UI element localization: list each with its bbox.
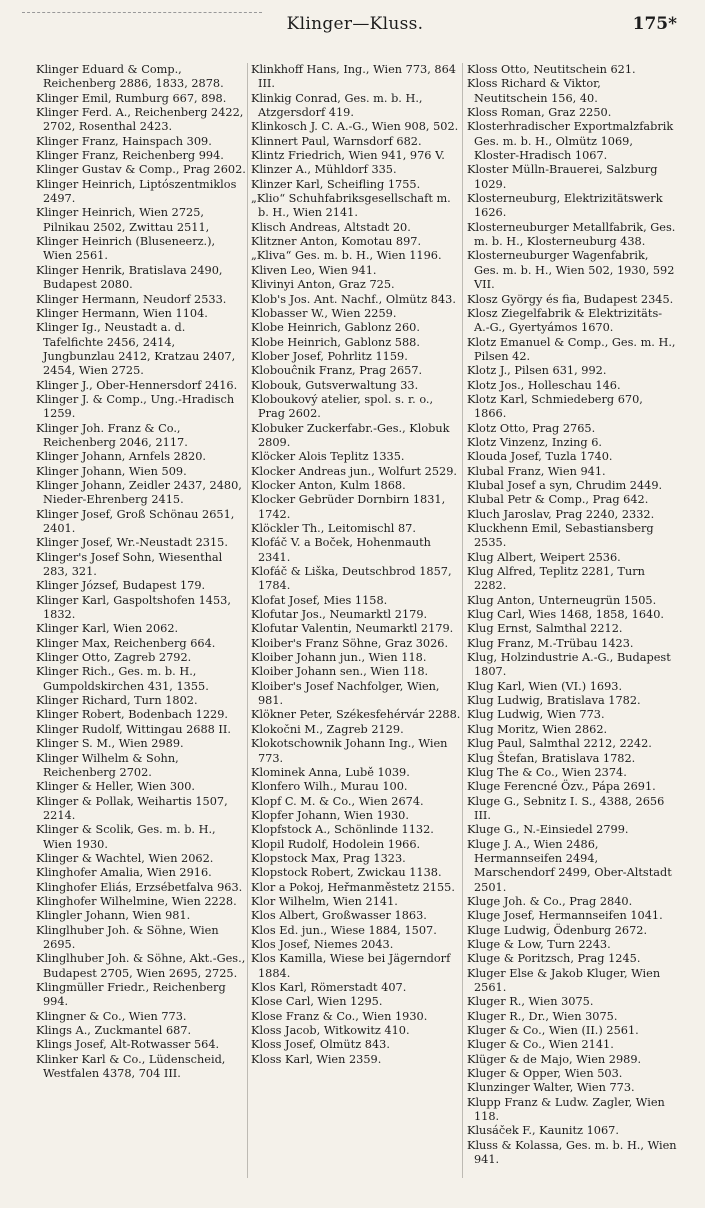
page-title: Klinger—Kluss. [286, 14, 424, 34]
directory-entry: Kloiber's Franz Söhne, Graz 3026. [251, 636, 449, 650]
directory-entry: Klinger J. & Comp., Ung.-Hradisch 1259. [36, 392, 235, 421]
directory-entry: Kloiber Johann sen., Wien 118. [251, 665, 429, 679]
directory-entry: Klocker Anton, Kulm 1868. [251, 478, 406, 492]
directory-entry: Klosterneuburger Metallfabrik, Ges. m. b. H., Klosterneuburg 438. [467, 220, 676, 249]
directory-entry: Klinger Emil, Rumburg 667, 898. [36, 91, 227, 105]
directory-entry: Klosz Ziegelfabrik & Elektrizitäts-A.-G., Gyertyámos 1670. [467, 306, 663, 335]
directory-entry: Klug Albert, Weipert 2536. [467, 550, 621, 564]
column-divider [462, 63, 463, 1178]
directory-entry: Klotz Jos., Holleschau 146. [467, 378, 621, 392]
directory-entry: Klitzner Anton, Komotau 897. [251, 235, 422, 249]
directory-entry: Klominek Anna, Lubě 1039. [251, 765, 410, 779]
directory-entry: Klofat Josef, Mies 1158. [251, 593, 388, 607]
directory-entry: Klinkig Conrad, Ges. m. b. H., Atzgersdorf 419. [251, 91, 423, 120]
directory-entry: Kluge Joh. & Co., Prag 2840. [467, 894, 633, 908]
directory-entry: Klings A., Zuckmantel 687. [36, 1024, 192, 1038]
directory-entry: Klinger Johann, Wien 509. [36, 464, 187, 478]
directory-entry: Klopfer Johann, Wien 1930. [251, 808, 409, 822]
directory-entry: Kluch Jaroslav, Prag 2240, 2332. [467, 507, 655, 521]
directory-entry: Klinger Max, Reichenberg 664. [36, 636, 216, 650]
directory-entry: Klinger Heinrich, Liptószentmiklos 2497. [36, 177, 237, 206]
directory-entry: Klinker Karl & Co., Lüdenscheid, Westfalen 4378, 704 III. [36, 1052, 226, 1081]
directory-entry: Klug Anton, Unterneugrün 1505. [467, 593, 657, 607]
directory-entry: Klopstock Max, Prag 1323. [251, 851, 406, 865]
directory-entry: Klonfero Wilh., Murau 100. [251, 780, 408, 794]
directory-entry: Klubal Petr & Comp., Prag 642. [467, 493, 649, 507]
directory-entry: Klug Ludwig, Bratislava 1782. [467, 694, 641, 708]
directory-entry: Klinger J., Ober-Hennersdorf 2416. [36, 378, 238, 392]
directory-entry: Klopf C. M. & Co., Wien 2674. [251, 794, 424, 808]
directory-entry: Klinger & Scolik, Ges. m. b. H., Wien 1930. [36, 823, 216, 851]
directory-entry: Kliven Leo, Wien 941. [251, 263, 377, 277]
directory-entry: Klingmüller Friedr., Reichenberg 994. [36, 981, 226, 1009]
directory-entry: Klobe Heinrich, Gablonz 588. [251, 335, 420, 349]
directory-entry: Klug Ludwig, Wien 773. [467, 708, 605, 722]
directory-entry: Klinger & Wachtel, Wien 2062. [36, 851, 214, 865]
directory-entry: Klinger Ig., Neustadt a. d. Tafelfichte 2456, 2414, Jungbunzlau 2412, Kratzau 2407, 2454, Wien 2725. [36, 321, 236, 378]
directory-entry: Klinger Josef, Wr.-Neustadt 2315. [36, 536, 228, 550]
directory-entry: Klusáček F., Kaunitz 1067. [467, 1124, 619, 1138]
directory-entry: Klopstock Robert, Zwickau 1138. [251, 866, 442, 880]
directory-entry: Kluge G., N.-Einsiedel 2799. [467, 823, 629, 837]
directory-entry: Klug Paul, Salmthal 2212, 2242. [467, 737, 652, 751]
directory-entry: Klinger Gustav & Comp., Prag 2602. [36, 163, 246, 177]
directory-entry: Klökner Peter, Székesfehérvár 2288. [251, 708, 461, 722]
directory-entry: Klober Josef, Pohrlitz 1159. [251, 349, 408, 363]
top-rule [22, 12, 262, 13]
directory-entry: Klöckler Th., Leitomischl 87. [251, 522, 416, 535]
directory-entry: Klosterneuburg, Elektrizitätswerk 1626. [467, 192, 663, 220]
page-number: 175* [632, 14, 677, 34]
directory-entry: Klinger Johann, Zeidler 2437, 2480, Nieder-Ehrenberg 2415. [36, 478, 242, 507]
directory-entry: Klobasser W., Wien 2259. [251, 306, 397, 320]
directory-entry: Klotz Karl, Schmiedeberg 670, 1866. [467, 392, 643, 421]
directory-entry: Klunzinger Walter, Wien 773. [467, 1081, 635, 1095]
directory-entry: „Kliva“ Ges. m. b. H., Wien 1196. [251, 249, 442, 263]
directory-entry: Kluge & Low, Turn 2243. [467, 937, 611, 951]
directory-entry: Klinghofer Amalia, Wien 2916. [36, 866, 212, 880]
directory-entry: Kloss Roman, Graz 2250. [467, 106, 612, 120]
directory-entry: Klug Karl, Wien (VI.) 1693. [467, 679, 623, 693]
directory-entry: Klopil Rudolf, Hodolein 1966. [251, 837, 421, 851]
directory-entry: Klug Franz, M.-Trübau 1423. [467, 636, 634, 650]
column-divider [247, 63, 248, 1178]
directory-entry: Klingler Johann, Wien 981. [36, 909, 191, 923]
directory-entry: Klinger Wilhelm & Sohn, Reichenberg 2702. [36, 751, 179, 779]
directory-entry: Klotz Vinzenz, Inzing 6. [467, 435, 603, 449]
directory-entry: Kluger & Opper, Wien 503. [467, 1067, 623, 1081]
directory-entry: Klinger Hermann, Neudorf 2533. [36, 292, 227, 306]
directory-entry: Klinger Rudolf, Wittingau 2688 II. [36, 722, 231, 736]
directory-entry: Klokotschownik Johann Ing., Wien 773. [251, 737, 448, 765]
directory-entry: Klinzer Karl, Scheifling 1755. [251, 177, 421, 191]
directory-entry: Klofáč V. a Boček, Hohenmauth 2341. [251, 536, 431, 564]
directory-entry: Klinger Karl, Wien 2062. [36, 622, 179, 636]
directory-entry: Klinger Joh. Franz & Co., Reichenberg 2046, 2117. [36, 421, 188, 449]
directory-entry: Klinger Rich., Ges. m. b. H., Gumpoldskirchen 431, 1355. [36, 665, 209, 693]
directory-entry: Klobouk, Gutsverwaltung 33. [251, 378, 419, 392]
directory-entry: Kloboukový atelier, spol. s. r. o., Prag 2602. [251, 392, 434, 421]
directory-entry: Kluge G., Sebnitz I. S., 4388, 2656 III. [467, 794, 665, 822]
column-1 [36, 63, 246, 1081]
directory-entry: Kloss Jacob, Witkowitz 410. [251, 1024, 410, 1038]
directory-entry: Klinger Eduard & Comp., Reichenberg 2886, 1833, 2878. [36, 63, 224, 91]
directory-entry: Klinglhuber Joh. & Söhne, Wien 2695. [36, 923, 219, 951]
directory-entry: Klinger Richard, Turn 1802. [36, 694, 198, 708]
directory-entry: Klüger & de Majo, Wien 2989. [467, 1052, 642, 1066]
directory-entry: Klotz J., Pilsen 631, 992. [467, 364, 607, 378]
directory-entry: „Klio“ Schuhfabriksgesellschaft m. b. H., Wien 2141. [251, 192, 451, 220]
directory-entry: Klinkhoff Hans, Ing., Wien 773, 864 III. [251, 63, 456, 91]
directory-entry: Kluge Ferencné Özv., Pápa 2691. [467, 780, 656, 794]
directory-entry: Klinghofer Wilhelmine, Wien 2228. [36, 894, 237, 908]
directory-entry: Klinger & Heller, Wien 300. [36, 780, 196, 794]
directory-entry: Klinger & Pollak, Weihartis 1507, 2214. [36, 794, 228, 822]
directory-entry: Klofutar Jos., Neumarktl 2179. [251, 608, 428, 622]
directory-entry: Klob's Jos. Ant. Nachf., Olmütz 843. [251, 292, 456, 306]
directory-entry: Klos Albert, Großwasser 1863. [251, 909, 427, 923]
directory-entry: Kluge Josef, Hermannseifen 1041. [467, 909, 663, 923]
directory-entry: Klinger Henrik, Bratislava 2490, Budapest 2080. [36, 263, 223, 292]
directory-entry: Klouda Josef, Tuzla 1740. [467, 450, 613, 464]
directory-entry: Klotz Otto, Prag 2765. [467, 421, 596, 435]
directory-entry: Klintz Friedrich, Wien 941, 976 V. [251, 149, 445, 163]
directory-entry: Klinger Karl, Gaspoltshofen 1453, 1832. [36, 593, 231, 622]
directory-entry: Kluger R., Dr., Wien 3075. [467, 1009, 618, 1023]
directory-entry: Klug Moritz, Wien 2862. [467, 722, 608, 736]
directory-entry: Klug, Holzindustrie A.-G., Budapest 1807. [467, 651, 671, 679]
directory-entry: Klofáč & Liška, Deutschbrod 1857, 1784. [251, 565, 452, 593]
directory-entry: Klubal Josef a syn, Chrudim 2449. [467, 478, 663, 492]
directory-entry: Klosterhradischer Exportmalzfabrik Ges. m. b. H., Olmütz 1069, Kloster-Hradisch 1067. [467, 120, 674, 163]
directory-entry: Klöcker Alois Teplitz 1335. [251, 450, 405, 464]
directory-entry: Klug The & Co., Wien 2374. [467, 765, 627, 779]
directory-entry: Klokočni M., Zagreb 2129. [251, 722, 404, 736]
directory-entry: Kluger & Co., Wien (II.) 2561. [467, 1024, 639, 1038]
directory-entry: Kloss Otto, Neutitschein 621. [467, 63, 636, 76]
directory-entry: Kluger Else & Jakob Kluger, Wien 2561. [467, 966, 661, 994]
directory-entry: Klobuker Zuckerfabr.-Ges., Klobuk 2809. [251, 421, 450, 449]
directory-entry: Kloiber's Josef Nachfolger, Wien, 981. [251, 679, 440, 708]
directory-entry: Klose Franz & Co., Wien 1930. [251, 1009, 428, 1023]
directory-entry: Klinger Robert, Bodenbach 1229. [36, 708, 228, 722]
directory-entry: Klinger Johann, Arnfels 2820. [36, 450, 206, 464]
directory-entry: Klinger Heinrich (Bluseneerz.), Wien 2561. [36, 235, 216, 263]
directory-entry: Klose Carl, Wien 1295. [251, 995, 383, 1009]
directory-entry: Klinger Franz, Reichenberg 994. [36, 149, 224, 163]
directory-entry: Klosz György és fia, Budapest 2345. [467, 292, 674, 306]
directory-entry: Kluger & Co., Wien 2141. [467, 1038, 614, 1052]
directory-entry: Kloster Mülln-Brauerei, Salzburg 1029. [467, 163, 658, 191]
directory-entry: Klinger Franz, Hainspach 309. [36, 134, 212, 148]
directory-entry: Klocker Gebrüder Dornbirn 1831, 1742. [251, 493, 446, 521]
directory-entry: Klos Kamilla, Wiese bei Jägerndorf 1884. [251, 952, 451, 980]
directory-entry: Klos Karl, Römerstadt 407. [251, 981, 407, 994]
directory-entry: Kluge Ludwig, Ödenburg 2672. [467, 923, 648, 937]
directory-entry: Klinger Heinrich, Wien 2725, Pilnikau 2502, Zwittau 2511, [36, 206, 210, 234]
directory-entry: Klinger Josef, Groß Schönau 2651, 2401. [36, 507, 235, 535]
directory-entry: Klor Wilhelm, Wien 2141. [251, 894, 398, 908]
directory-entry: Klingner & Co., Wien 773. [36, 1009, 187, 1023]
directory-entry: Klos Josef, Niemes 2043. [251, 937, 394, 951]
directory-entry: Klinger Ferd. A., Reichenberg 2422, 2702, Rosenthal 2423. [36, 106, 244, 134]
directory-entry: Klobe Heinrich, Gablonz 260. [251, 321, 420, 335]
directory-entry: Klinger Otto, Zagreb 2792. [36, 651, 192, 665]
directory-entry: Kloss Karl, Wien 2359. [251, 1052, 382, 1066]
directory-entry: Klocker Andreas jun., Wolfurt 2529. [251, 464, 457, 478]
directory-entry: Klivinyi Anton, Graz 725. [251, 278, 395, 292]
directory-entry: Kluge J. A., Wien 2486, Hermannseifen 2494, Marschendorf 2499, Ober-Altstadt 2501. [467, 837, 672, 894]
directory-entry: Klupp Franz & Ludw. Zagler, Wien 118. [467, 1095, 665, 1124]
directory-entry: Klos Ed. jun., Wiese 1884, 1507. [251, 923, 437, 937]
directory-entry: Kluckhenn Emil, Sebastiansberg 2535. [467, 522, 654, 550]
directory-entry: Klug Ernst, Salmthal 2212. [467, 622, 623, 636]
directory-entry: Klug Štefan, Bratislava 1782. [467, 751, 636, 765]
directory-entry: Klings Josef, Alt-Rotwasser 564. [36, 1038, 220, 1052]
directory-entry: Klinger's Josef Sohn, Wiesenthal 283, 321. [36, 550, 223, 579]
column-2 [251, 63, 461, 1067]
directory-entry: Klinkosch J. C. A.-G., Wien 908, 502. [251, 120, 459, 134]
directory-entry: Kloiber Johann jun., Wien 118. [251, 651, 427, 665]
directory-entry: Klor a Pokoj, Heřmanměstetz 2155. [251, 880, 455, 894]
directory-entry: Klobouĉnik Franz, Prag 2657. [251, 364, 423, 378]
directory-entry: Klinger József, Budapest 179. [36, 579, 206, 593]
directory-entry: Klopfstock A., Schönlinde 1132. [251, 823, 434, 837]
directory-entry: Kloss Richard & Viktor, Neutitschein 156, 40. [467, 77, 601, 105]
directory-entry: Klofutar Valentin, Neumarktl 2179. [251, 622, 454, 636]
directory-entry: Klinghofer Eliás, Erzsébetfalva 963. [36, 880, 243, 894]
directory-entry: Klug Carl, Wies 1468, 1858, 1640. [467, 608, 665, 622]
directory-entry: Klinger Hermann, Wien 1104. [36, 306, 208, 320]
directory-entry: Klosterneuburger Wagenfabrik, Ges. m. b. H., Wien 502, 1930, 592 VII. [467, 249, 675, 292]
directory-entry: Klinglhuber Joh. & Söhne, Akt.-Ges., Budapest 2705, Wien 2695, 2725. [36, 952, 246, 980]
directory-entry: Kluge & Poritzsch, Prag 1245. [467, 952, 641, 966]
directory-entry: Kloss Josef, Olmütz 843. [251, 1038, 390, 1052]
directory-entry: Klug Alfred, Teplitz 2281, Turn 2282. [467, 565, 645, 593]
directory-entry: Kluss & Kolassa, Ges. m. b. H., Wien 941. [467, 1138, 677, 1167]
directory-entry: Klubal Franz, Wien 941. [467, 464, 606, 478]
directory-entry: Kluger R., Wien 3075. [467, 995, 594, 1009]
directory-entry: Klisch Andreas, Altstadt 20. [251, 220, 411, 234]
column-3 [467, 63, 677, 1167]
directory-entry: Klotz Emanuel & Comp., Ges. m. H., Pilsen 42. [467, 335, 676, 363]
directory-entry: Klinger S. M., Wien 2989. [36, 737, 184, 751]
directory-entry: Klinzer A., Mühldorf 335. [251, 163, 397, 177]
directory-entry: Klinnert Paul, Warnsdorf 682. [251, 134, 422, 148]
